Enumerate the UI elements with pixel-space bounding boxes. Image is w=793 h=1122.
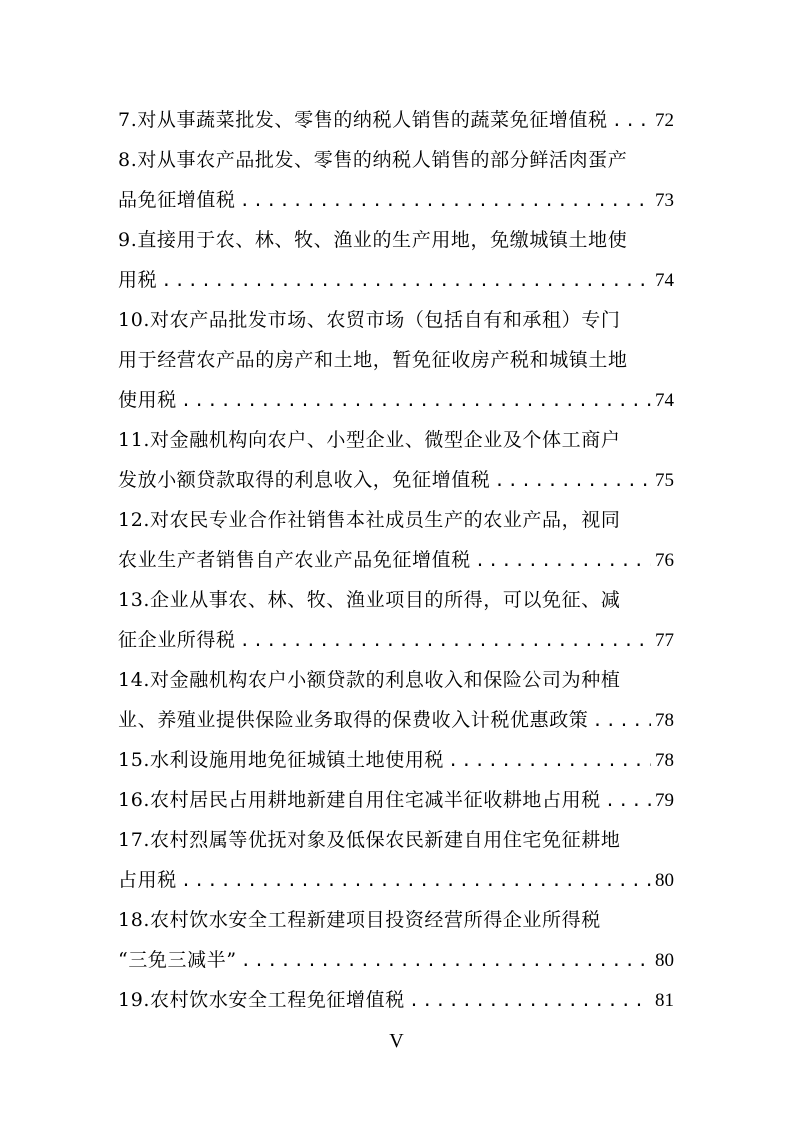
toc-entry-final-line — [118, 540, 674, 580]
toc-entry-title-line: 16.农村居民占用耕地新建自用住宅减半征收耕地占用税 — [118, 789, 601, 811]
toc-entry-title-line: 用税 — [118, 269, 158, 291]
toc-entry-title-line: 15.水利设施用地免征城镇土地使用税 — [118, 749, 445, 771]
toc-entry-final-line — [118, 380, 674, 420]
toc-entry-title-line: 14.对金融机构农户小额贷款的利息收入和保险公司为种植 — [118, 669, 621, 691]
dot-leader — [161, 261, 651, 301]
toc-entry-title-line: 7.对从事蔬菜批发、零售的纳税人销售的蔬菜免征增值税 — [118, 109, 608, 131]
toc-entry-final-line — [118, 700, 674, 740]
toc-entry[interactable] — [118, 220, 674, 300]
toc-entry-title-line: 业、养殖业提供保险业务取得的保费收入计税优惠政策 — [118, 709, 589, 731]
toc-entry-title-line: 11.对金融机构向农户、小型企业、微型企业及个体工商户 — [118, 429, 621, 451]
table-of-contents — [118, 100, 674, 1020]
dot-leader — [181, 861, 651, 901]
toc-page-number: 76 — [655, 550, 674, 571]
toc-entry-final-line — [118, 180, 674, 220]
toc-entry-title-line: 用于经营农产品的房产和土地，暂免征收房产税和城镇土地 — [118, 349, 628, 371]
toc-entry[interactable] — [118, 820, 674, 900]
toc-entry-title-line: 17.农村烈属等优抚对象及低保农民新建自用住宅免征耕地 — [118, 829, 621, 851]
toc-entry-final-line — [118, 460, 674, 500]
toc-entry-final-line — [118, 780, 674, 820]
toc-page-number: 74 — [655, 390, 674, 411]
toc-entry[interactable] — [118, 580, 674, 660]
toc-page-number: 75 — [655, 470, 674, 491]
toc-page-number: 79 — [655, 790, 674, 811]
page-number-roman: V — [389, 1030, 404, 1052]
toc-entry-title-line: 18.农村饮水安全工程新建项目投资经营所得企业所得税 — [118, 909, 601, 931]
toc-entry-title-line: 农业生产者销售自产农业产品免征增值税 — [118, 549, 471, 571]
toc-page-number: 78 — [655, 750, 674, 771]
toc-entry[interactable] — [118, 900, 674, 980]
dot-leader — [240, 621, 651, 661]
toc-entry[interactable] — [118, 100, 674, 140]
dot-leader — [181, 381, 651, 421]
toc-entry-final-line — [118, 100, 674, 140]
toc-page-number: 80 — [655, 950, 674, 971]
dot-leader — [241, 941, 651, 981]
toc-entry-final-line — [118, 260, 674, 300]
toc-entry-final-line — [118, 740, 674, 780]
toc-entry-title-line: 19.农村饮水安全工程免征增值税 — [118, 989, 405, 1011]
toc-entry[interactable] — [118, 300, 674, 420]
toc-entry-final-line — [118, 940, 674, 980]
toc-entry-title-line: 占用税 — [118, 869, 177, 891]
toc-page-number: 73 — [655, 190, 674, 211]
dot-leader — [240, 181, 651, 221]
toc-entry[interactable] — [118, 780, 674, 820]
toc-entry-title-line: 发放小额贷款取得的利息收入，免征增值税 — [118, 469, 491, 491]
toc-page-number: 74 — [655, 270, 674, 291]
toc-entry-title-line: 9.直接用于农、林、牧、渔业的生产用地，免缴城镇土地使 — [118, 229, 628, 251]
toc-page-number: 72 — [655, 110, 674, 131]
dot-leader — [494, 461, 651, 501]
toc-entry-title-line: 使用税 — [118, 389, 177, 411]
toc-entry-title-line: 征企业所得税 — [118, 629, 236, 651]
toc-entry[interactable] — [118, 980, 674, 1020]
toc-entry[interactable] — [118, 500, 674, 580]
toc-entry[interactable] — [118, 420, 674, 500]
toc-page-number: 78 — [655, 710, 674, 731]
toc-entry-title-line: 13.企业从事农、林、牧、渔业项目的所得，可以免征、减 — [118, 589, 621, 611]
toc-entry-final-line — [118, 860, 674, 900]
toc-entry[interactable] — [118, 140, 674, 220]
dot-leader — [605, 781, 651, 821]
toc-entry[interactable] — [118, 660, 674, 740]
toc-entry-title-line: 12.对农民专业合作社销售本社成员生产的农业产品，视同 — [118, 509, 621, 531]
toc-page-number: 77 — [655, 630, 674, 651]
dot-leader — [448, 741, 651, 781]
dot-leader — [409, 981, 651, 1021]
toc-entry-title-line: “三免三减半” — [118, 949, 237, 971]
toc-entry[interactable] — [118, 740, 674, 780]
dot-leader — [612, 101, 651, 141]
toc-page-number: 80 — [655, 870, 674, 891]
toc-page-number: 81 — [655, 990, 674, 1011]
toc-entry-title-line: 10.对农产品批发市场、农贸市场（包括自有和承租）专门 — [118, 309, 621, 331]
toc-entry-title-line: 8.对从事农产品批发、零售的纳税人销售的部分鲜活肉蛋产 — [118, 149, 628, 171]
dot-leader — [592, 701, 651, 741]
dot-leader — [475, 541, 651, 581]
toc-entry-title-line: 品免征增值税 — [118, 189, 236, 211]
toc-entry-final-line — [118, 980, 674, 1020]
toc-entry-final-line — [118, 620, 674, 660]
